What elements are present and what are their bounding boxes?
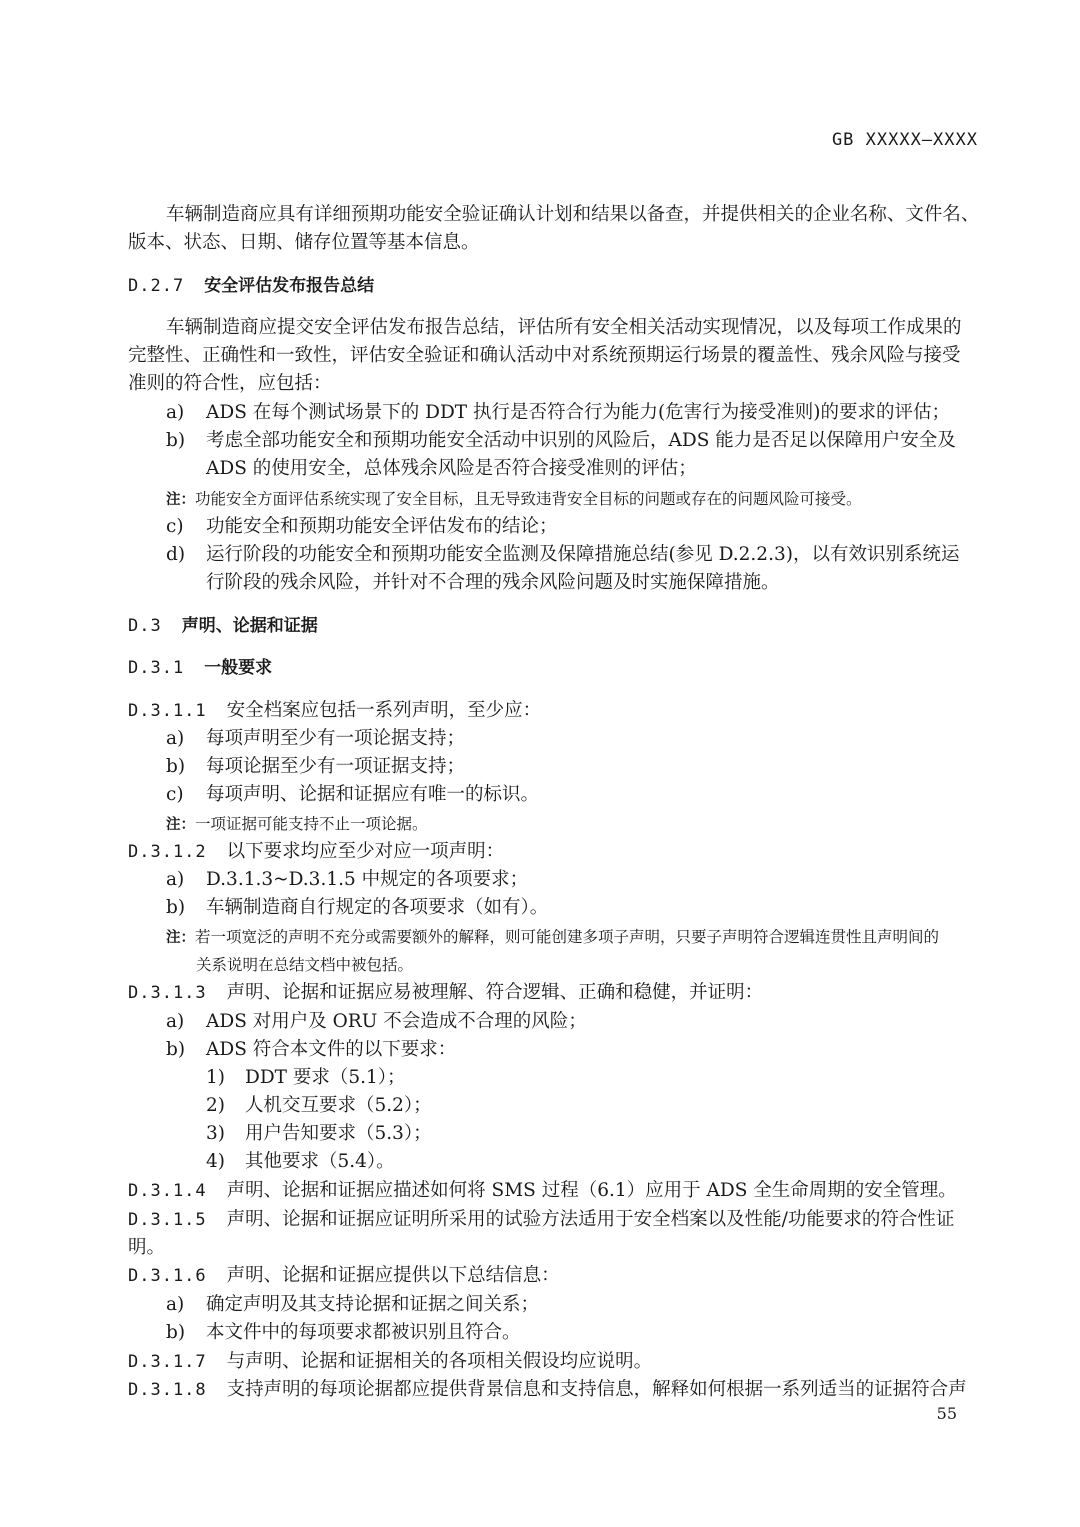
clause-text: 安全档案应包括一系列声明，至少应： xyxy=(226,700,542,721)
clause-text: 声明、论据和证据应证明所采用的试验方法适用于安全档案以及性能/功能要求的符合性证 xyxy=(226,1209,955,1230)
clause-d314 xyxy=(128,1177,957,1205)
clause-number: D.3.1.1 xyxy=(128,701,207,721)
clause-text: 支持声明的每项论据都应提供背景信息和支持信息，解释如何根据一系列适当的证据符合声 xyxy=(226,1379,967,1400)
list-text: ADS 在每个测试场景下的 DDT 执行是否符合行为能力(危害行为接受准则)的要求的评估； xyxy=(206,402,950,423)
note-label: 注： xyxy=(166,817,195,833)
list-text: D.3.1.3~D.3.1.5 中规定的各项要求； xyxy=(206,869,529,890)
clause-text: 与声明、论据和证据相关的各项相关假设均应说明。 xyxy=(226,1351,653,1372)
clause-text: 声明、论据和证据应提供以下总结信息： xyxy=(226,1265,560,1286)
clause-text: 以下要求均应至少对应一项声明： xyxy=(226,841,505,862)
list-text: 用户告知要求（5.3）； xyxy=(245,1123,432,1144)
section-heading-d3 xyxy=(128,612,318,640)
list-label: c) xyxy=(166,516,184,537)
section-heading-d31 xyxy=(128,654,272,682)
list-label: 2) xyxy=(206,1095,225,1116)
list-label: 3) xyxy=(206,1123,225,1144)
clause-continued: 明。 xyxy=(128,1237,166,1258)
list-text: ADS 符合本文件的以下要求： xyxy=(206,1039,457,1060)
paragraph-line: 车辆制造商应提交安全评估发布报告总结，评估所有安全相关活动实现情况，以及每项工作成果的 xyxy=(166,317,962,338)
list-label: c) xyxy=(166,784,184,805)
section-number: D.2.7 xyxy=(128,276,185,296)
document-number: GB XXXXX—XXXX xyxy=(831,130,978,150)
list-text: ADS 的使用安全，总体残余风险是否符合接受准则的评估； xyxy=(206,458,697,479)
clause-number: D.3.1.7 xyxy=(128,1352,207,1372)
note-text: 功能安全方面评估系统实现了安全目标，且无导致违背安全目标的问题或存在的问题风险可接受。 xyxy=(195,490,862,508)
note-label: 注： xyxy=(166,492,195,508)
list-text: 其他要求（5.4）。 xyxy=(245,1151,395,1172)
list-text: ADS 对用户及 ORU 不会造成不合理的风险； xyxy=(206,1011,587,1032)
list-text: 运行阶段的功能安全和预期功能安全监测及保障措施总结(参见 D.2.2.3)，以有效识别系统运 xyxy=(206,544,960,565)
paragraph-line: 完整性、正确性和一致性，评估安全验证和确认活动中对系统预期运行场景的覆盖性、残余风险与接受 xyxy=(128,345,961,366)
clause-number: D.3.1.3 xyxy=(128,983,207,1003)
list-text: 每项声明至少有一项论据支持； xyxy=(206,728,466,749)
list-label: 1) xyxy=(206,1067,225,1088)
page-number: 55 xyxy=(936,1404,957,1423)
list-text: 每项论据至少有一项证据支持； xyxy=(206,756,466,777)
section-title: 一般要求 xyxy=(204,658,273,678)
note-text: 若一项宽泛的声明不充分或需要额外的解释，则可能创建多项子声明，只要子声明符合逻辑连贯性且声明间的 xyxy=(195,928,940,946)
clause-number: D.3.1.6 xyxy=(128,1266,207,1286)
list-label: b) xyxy=(166,897,186,918)
note-label: 注： xyxy=(166,930,195,946)
list-text: 每项声明、论据和证据应有唯一的标识。 xyxy=(206,784,540,805)
section-number: D.3 xyxy=(128,616,162,636)
list-label: b) xyxy=(166,1322,186,1343)
list-text: 车辆制造商自行规定的各项要求（如有）。 xyxy=(206,897,549,918)
list-label: b) xyxy=(166,430,186,451)
clause-d315 xyxy=(128,1206,954,1234)
list-label: a) xyxy=(166,728,185,749)
section-number: D.3.1 xyxy=(128,658,185,678)
clause-d313 xyxy=(128,979,763,1007)
section-title: 声明、论据和证据 xyxy=(181,616,318,636)
note xyxy=(166,923,939,952)
list-text: DDT 要求（5.1）； xyxy=(245,1067,406,1088)
list-label: d) xyxy=(166,544,186,565)
section-heading-d27 xyxy=(128,272,374,300)
list-label: b) xyxy=(166,1039,186,1060)
list-text: 本文件中的每项要求都被识别且符合。 xyxy=(206,1322,521,1343)
clause-d318 xyxy=(128,1376,967,1404)
clause-d311 xyxy=(128,697,541,725)
list-label: a) xyxy=(166,402,185,423)
section-title: 安全评估发布报告总结 xyxy=(204,276,375,296)
clause-number: D.3.1.4 xyxy=(128,1181,207,1201)
list-label: a) xyxy=(166,1011,185,1032)
list-text: 人机交互要求（5.2）； xyxy=(245,1095,432,1116)
list-text: 考虑全部功能安全和预期功能安全活动中识别的风险后，ADS 能力是否足以保障用户安全及 xyxy=(206,430,956,451)
clause-d317 xyxy=(128,1348,652,1376)
paragraph-line: 车辆制造商应具有详细预期功能安全验证确认计划和结果以备查，并提供相关的企业名称、文件名、 xyxy=(166,204,980,225)
paragraph-line: 准则的符合性，应包括： xyxy=(128,373,332,394)
note xyxy=(166,810,428,839)
list-text: 功能安全和预期功能安全评估发布的结论； xyxy=(206,516,558,537)
note-text: 一项证据可能支持不止一项论据。 xyxy=(195,815,428,833)
paragraph-line: 版本、状态、日期、储存位置等基本信息。 xyxy=(128,232,480,253)
list-label: 4) xyxy=(206,1151,225,1172)
clause-d312 xyxy=(128,838,504,866)
clause-number: D.3.1.5 xyxy=(128,1210,207,1230)
clause-number: D.3.1.8 xyxy=(128,1380,207,1400)
list-label: a) xyxy=(166,869,185,890)
list-text: 确定声明及其支持论据和证据之间关系； xyxy=(206,1294,540,1315)
note-continued: 关系说明在总结文档中被包括。 xyxy=(196,956,414,974)
list-text: 行阶段的残余风险，并针对不合理的残余风险问题及时实施保障措施。 xyxy=(206,572,780,593)
clause-number: D.3.1.2 xyxy=(128,842,207,862)
clause-text: 声明、论据和证据应易被理解、符合逻辑、正确和稳健，并证明： xyxy=(226,982,764,1003)
list-label: a) xyxy=(166,1294,185,1315)
list-label: b) xyxy=(166,756,186,777)
note xyxy=(166,485,862,514)
clause-d316 xyxy=(128,1262,560,1290)
clause-text: 声明、论据和证据应描述如何将 SMS 过程（6.1）应用于 ADS 全生命周期的安全管理。 xyxy=(226,1180,957,1201)
